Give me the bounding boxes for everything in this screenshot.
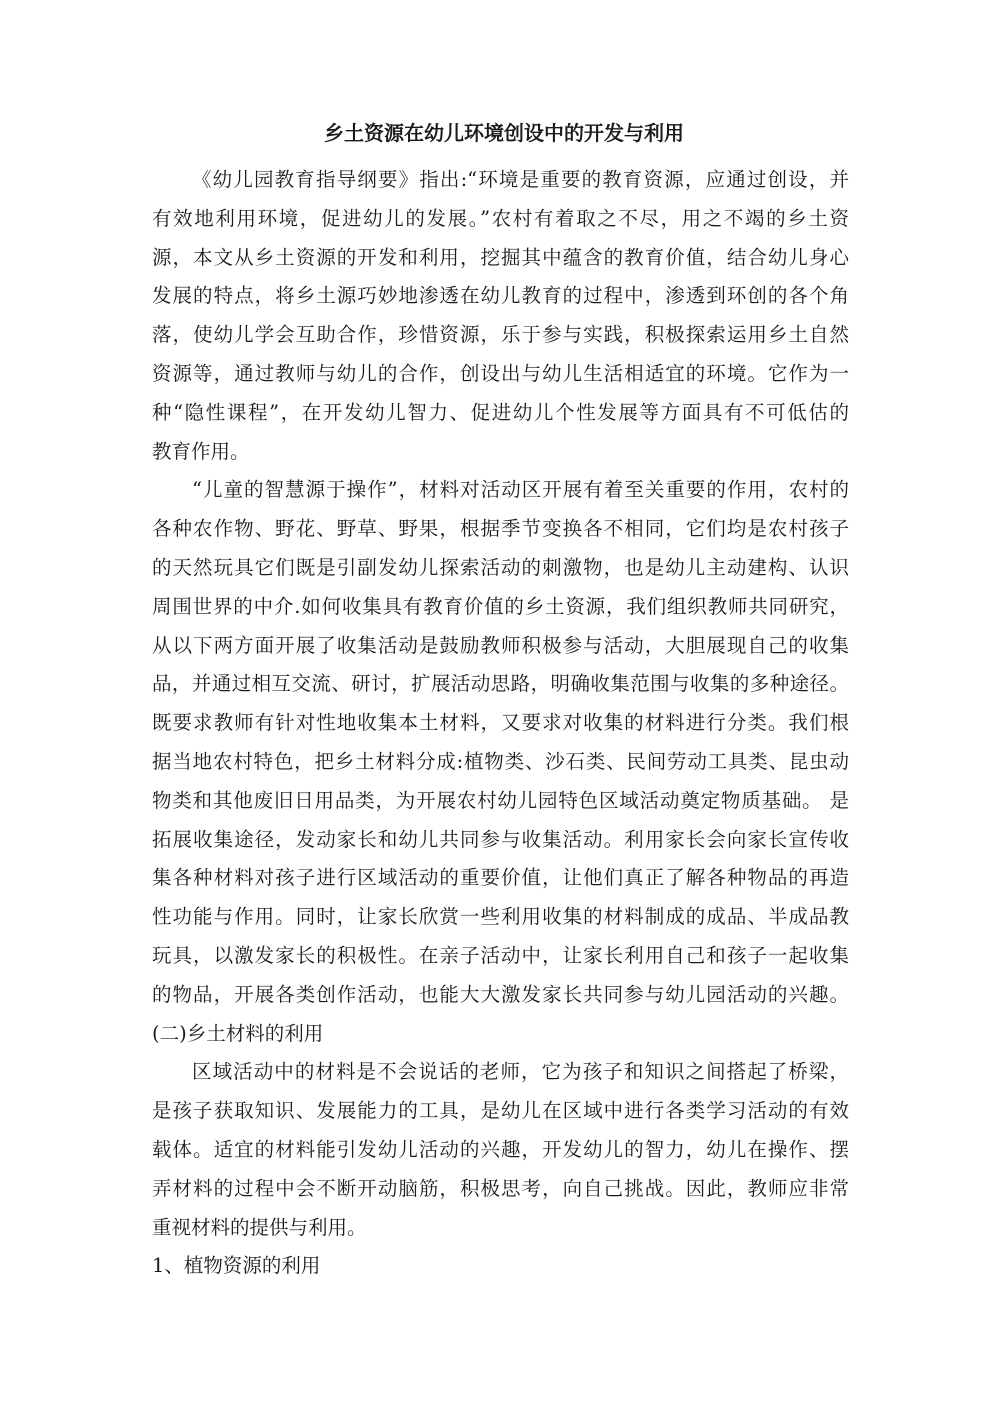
text-line: 教育作用。 xyxy=(152,439,250,463)
text-line: 据当地农村特色，把乡土材料分成:植物类、沙石类、民间劳动工具类、昆虫动 xyxy=(152,750,849,773)
text-line: 的天然玩具它们既是引副发幼儿探索活动的刺激物，也是幼儿主动建构、认识 xyxy=(152,556,849,579)
section-heading: 重视材料的提供与利用。 xyxy=(152,1215,367,1239)
text-line: 源，本文从乡土资源的开发和利用，挖掘其中蕴含的教育价值，结合幼儿身心 xyxy=(152,245,849,269)
text-line: 拓展收集途径，发动家长和幼儿共同参与收集活动。利用家长会向家长宣传收 xyxy=(152,827,849,851)
text-line: 周围世界的中介.如何收集具有教育价值的乡土资源，我们组织教师共同研究， xyxy=(152,594,849,618)
text-line: 载体。适宜的材料能引发幼儿活动的兴趣，开发幼儿的智力，幼儿在操作、摆 xyxy=(152,1138,849,1161)
text-line: “儿童的智慧源于操作”，材料对活动区开展有着至关重要的作用，农村的 xyxy=(192,478,849,502)
text-line: 发展的特点，将乡土源巧妙地渗透在幼儿教育的过程中，渗透到环创的各个角 xyxy=(152,284,849,308)
text-line: 玩具，以激发家长的积极性。在亲子活动中，让家长利用自己和孩子一起收集 xyxy=(152,944,849,967)
text-line: 物类和其他废旧日用品类，为开展农村幼儿园特色区域活动奠定物质基础。 是 xyxy=(152,788,849,812)
text-line: 区域活动中的材料是不会说话的老师，它为孩子和知识之间搭起了桥梁， xyxy=(192,1060,849,1084)
text-line: 种“隐性课程”，在开发幼儿智力、促进幼儿个性发展等方面具有不可低估的 xyxy=(152,400,849,424)
text-line: 落，使幼儿学会互助合作，珍惜资源，乐于参与实践，积极探索运用乡土自然 xyxy=(152,323,849,347)
text-line: 有效地利用环境，促进幼儿的发展。”农村有着取之不尽，用之不竭的乡土资 xyxy=(152,206,849,230)
text-line: 各种农作物、野花、野草、野果，根据季节变换各不相同，它们均是农村孩子 xyxy=(152,517,849,541)
text-line: 《幼儿园教育指导纲要》指出:“环境是重要的教育资源，应通过创设，并 xyxy=(192,168,849,191)
section-heading: 1、植物资源的利用 xyxy=(152,1254,321,1278)
text-line: 弄材料的过程中会不断开动脑筋，积极思考，向自己挑战。因此，教师应非常 xyxy=(152,1176,849,1200)
text-line: 集各种材料对孩子进行区域活动的重要价值，让他们真正了解各种物品的再造 xyxy=(152,866,849,890)
document-title: 乡土资源在幼儿环境创设中的开发与利用 xyxy=(324,121,684,145)
text-line: 从以下两方面开展了收集活动是鼓励教师积极参与活动，大胆展现自己的收集 xyxy=(152,633,849,657)
section-heading: (二)乡土材料的利用 xyxy=(152,1021,324,1045)
text-line: 是孩子获取知识、发展能力的工具，是幼儿在区域中进行各类学习活动的有效 xyxy=(152,1099,849,1123)
text-line: 品，并通过相互交流、研讨，扩展活动思路，明确收集范围与收集的多种途径。 xyxy=(152,672,849,696)
text-line: 性功能与作用。同时，让家长欣赏一些利用收集的材料制成的成品、半成品教 xyxy=(152,905,849,929)
text-line: 资源等，通过教师与幼儿的合作，创设出与幼儿生活相适宜的环境。它作为一 xyxy=(152,362,849,385)
text-line: 的物品，开展各类创作活动，也能大大激发家长共同参与幼儿园活动的兴趣。 xyxy=(152,982,849,1006)
text-line: 既要求教师有针对性地收集本土材料，又要求对收集的材料进行分类。我们根 xyxy=(152,711,849,735)
